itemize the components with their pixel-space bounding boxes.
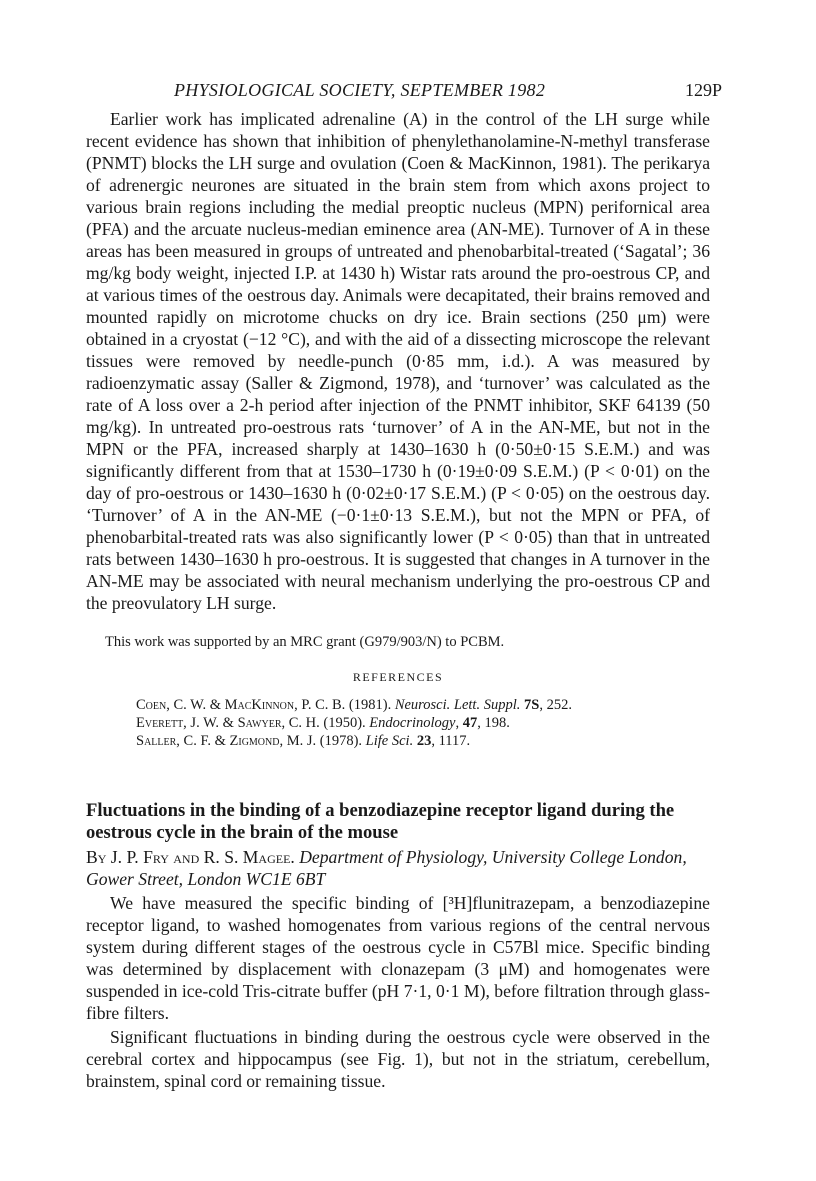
reference-authors: Coen, C. W. & MacKinnon, P. C. B. (1981). [136, 697, 392, 713]
reference-journal: Life Sci. [365, 733, 414, 749]
reference-pages: , 1117. [431, 733, 471, 749]
reference-journal: Neurosci. Lett. Suppl. [394, 697, 521, 713]
reference-item: Everett, J. W. & Sawyer, C. H. (1950). Endocrinology, 47, 198. [136, 715, 510, 731]
acknowledgement: This work was supported by an MRC grant (G979/903/N) to PCBM. [105, 634, 505, 650]
reference-authors: Everett, J. W. & Sawyer, C. H. (1950). [136, 715, 366, 731]
byline [86, 846, 710, 890]
second-article-paragraph-1: We have measured the specific binding of [³H]flunitrazepam, a benzodiazepine receptor ligand, to washed homogenates from various regions of the central nervous system during different stages of the oestrous cycle in C57Bl mice. Specific binding was determined by displacement with clonazepam (3 μM) and homogenates were suspended in ice-cold Tris-citrate buffer (pH 7·1, 0·1 M), before filtration through glass-fibre filters. [86, 893, 710, 1023]
reference-pages: , 198. [477, 715, 510, 731]
first-article-paragraph: Earlier work has implicated adrenaline (A) in the control of the LH surge while recent evidence has shown that inhibition of phenylethanolamine-N-methyl transferase (PNMT) blocks the LH surge and ovulation (Coen & MacKinnon, 1981). The perikarya of adrenergic neurones are situated in the brain stem from which axons project to various brain regions including the medial preoptic nucleus (MPN) perifornical area (PFA) and the arcuate nucleus-median eminence area (AN-ME). Turnover of A in these areas has been measured in groups of untreated and phenobarbital-treated (‘Sagatal’; 36 mg/kg body weight, injected I.P. at 1430 h) Wistar rats around the pro-oestrous CP, and at various times of the oestrous day. Animals were decapitated, their brains removed and mounted rapidly on microtome chucks on dry ice. Brain sections (250 μm) were obtained in a cryostat (−12 °C), and with the aid of a dissecting microscope the relevant tissues were removed by needle-punch (0·85 mm, i.d.). A was measured by radioenzymatic assay (Saller & Zigmond, 1978), and ‘turnover’ was calculated as the rate of A loss over a 2-h period after injection of the PNMT inhibitor, SKF 64139 (50 mg/kg). In untreated pro-oestrous rats ‘turnover’ of A in the AN-ME, but not in the MPN or the PFA, increased sharply at 1430–1630 h (0·50±0·15 S.E.M.) and was significantly different from that at 1530–1730 h (0·19±0·09 S.E.M.) (P < 0·01) on the day of pro-oestrous or 1430–1630 h (0·02±0·17 S.E.M.) (P < 0·05) on the oestrous day. ‘Turnover’ of A in the AN-ME (−0·1±0·13 S.E.M.), but not the MPN or PFA, of phenobarbital-treated rats was also significantly lower (P < 0·05) than that in untreated rats between 1430–1630 h pro-oestrous. It is suggested that changes in A turnover in the AN-ME may be associated with neural mechanism underlying the pro-oestrous CP and the preovulatory LH surge. [86, 109, 710, 613]
references-heading: REFERENCES [352, 670, 444, 684]
reference-volume: 7S [523, 697, 540, 713]
references-list [136, 696, 716, 750]
reference-journal: Endocrinology [369, 715, 456, 731]
reference-volume: 47 [462, 715, 478, 731]
reference-pages: , 252. [539, 697, 572, 713]
reference-item [136, 732, 716, 750]
reference-authors: Saller, C. F. & Zigmond, M. J. (1978). [136, 733, 363, 749]
page-number: 129P [684, 80, 722, 100]
second-article-paragraph-2: Significant fluctuations in binding during the oestrous cycle were observed in the cerebral cortex and hippocampus (see Fig. 1), but not in the striatum, cerebellum, brainstem, spinal cord or remaining tissue. [86, 1027, 710, 1091]
reference-volume: 23 [416, 733, 432, 749]
reference-item [136, 696, 716, 714]
running-head: PHYSIOLOGICAL SOCIETY, SEPTEMBER 1982 [174, 80, 546, 100]
byline-authors: By J. P. Fry and R. S. Magee. [86, 847, 295, 867]
byline-affiliation: Department of Physiology, University College London, Gower Street, London WC1E 6BT [86, 847, 687, 889]
article-title: Fluctuations in the binding of a benzodiazepine receptor ligand during the oestrous cycle in the brain of the mouse [86, 800, 675, 843]
